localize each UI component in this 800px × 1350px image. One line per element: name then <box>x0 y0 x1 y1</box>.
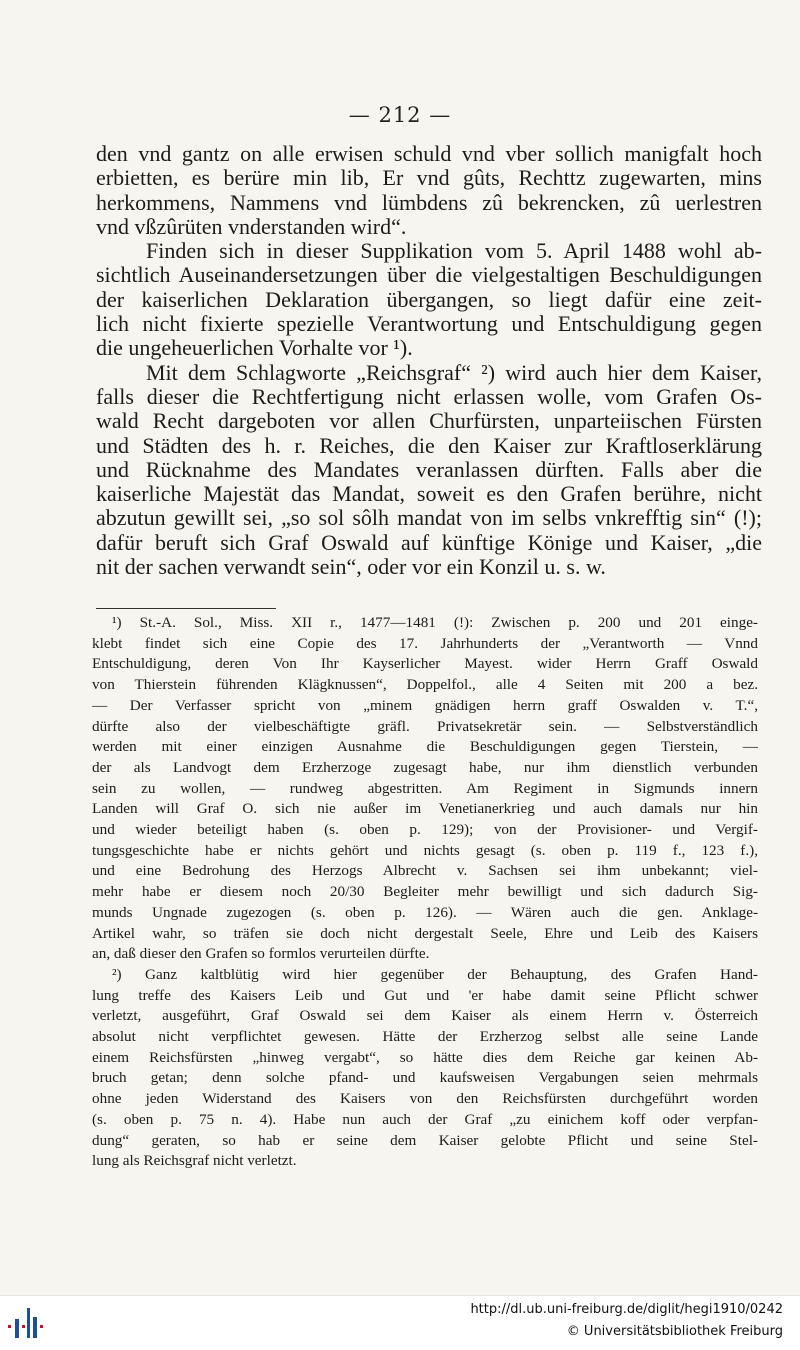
footnote-line: ²) Ganz kaltblütig wird hier gegenüber der Behauptung, des Grafen Hand- <box>112 965 758 983</box>
footnote-line: — Der Verfasser spricht von „minem gnädigen herrn graff Oswalden v. T.“, <box>92 696 758 714</box>
text-line: und Rücknahme des Mandates veranlassen dürften. Falls aber die <box>96 456 762 482</box>
footnote-line: und eine Bedrohung des Herzogs Albrecht v. Sachsen sei ihm unbekannt; viel- <box>92 862 758 880</box>
main-text <box>96 142 762 579</box>
footnote-line: sein zu wollen, — rundweg abgestritten. Am Regiment in Sigmunds innern <box>92 779 758 797</box>
text-line: kaiserliche Majestät das Mandat, soweit es den Grafen berühre, nicht <box>96 481 762 507</box>
footnote-line: absolut nicht verpflichtet gewesen. Hätte der Erzherzog selbst alle seine Lande <box>92 1028 758 1046</box>
footnote-line: klebt findet sich eine Copie des 17. Jahrhunderts der „Verantworth — Vnnd <box>92 634 758 652</box>
footnote-line: an, daß dieser den Grafen so formlos verurteilen dürfte. <box>92 945 430 963</box>
text-line: dafür beruft sich Graf Oswald auf künftige Könige und Kaiser, „die <box>96 529 762 555</box>
copyright-notice: © Universitätsbibliothek Freiburg <box>566 1324 783 1339</box>
text-line: den vnd gantz on alle erwisen schuld vnd vber sollich manigfalt hoch <box>96 141 762 166</box>
footnote-line: mehr habe er diesem noch 20/30 Begleiter mehr bewilligt und sich dadurch Sig- <box>92 883 758 901</box>
footnote-line: der als Landvogt dem Erzherzoge zugesagt habe, nur ihm dienstlich verbunden <box>92 758 758 776</box>
text-line: erbietten, es berüre min lib, Er vnd gûts, Rechttz zugewarten, mins <box>96 165 762 191</box>
page-number: — 212 — <box>348 103 452 127</box>
footnote-line: munds Ungnade zugezogen (s. oben p. 126). — Wären auch die gen. Anklage- <box>92 903 758 921</box>
footnote-line: lung als Reichsgraf nicht verletzt. <box>92 1152 297 1170</box>
text-line: Finden sich in dieser Supplikation vom 5. April 1488 wohl ab- <box>146 238 762 264</box>
ub-freiburg-logo-icon <box>8 1306 44 1340</box>
footnotes <box>92 613 758 1172</box>
footnote-line: einem Reichsfürsten „hinweg vergabt“, so hätte dies dem Reiche gar keinen Ab- <box>92 1048 758 1066</box>
text-line: die ungeheuerlichen Vorhalte vor ¹). <box>96 335 413 361</box>
text-line: wald Recht dargeboten vor allen Churfürsten, unparteiischen Fürsten <box>96 408 762 434</box>
footnote-line: von Thierstein führenden Klägknussen“, Doppelfol., alle 4 Seiten mit 200 a bez. <box>92 676 758 694</box>
text-line: falls dieser die Rechtfertigung nicht erlassen wolle, vom Grafen Os- <box>96 383 762 409</box>
text-line: Mit dem Schlagworte „Reichsgraf“ ²) wird auch hier dem Kaiser, <box>146 359 762 385</box>
footnote-line: ohne jeden Widerstand des Kaisers von den Reichsfürsten durchgeführt worden <box>92 1090 758 1108</box>
paragraph-2 <box>96 239 762 360</box>
permalink-url[interactable]: http://dl.ub.uni-freiburg.de/diglit/hegi1910/0242 <box>470 1302 783 1317</box>
footnote-line: dürfte also der vielbeschäftigte gräfl. Privatsekretär sein. — Selbstverständlich <box>92 717 758 735</box>
viewer-footer <box>0 1295 800 1350</box>
footnote-line: tungsgeschichte habe er nichts gehört und nichts gesagt (s. oben p. 119 f., 123 f.), <box>92 841 758 859</box>
footnote-line: Landen will Graf O. sich nie außer im Venetianerkrieg und auch damals nur hin <box>92 800 758 818</box>
text-line: vnd vßzûrüten vnderstanden wird“. <box>96 213 407 239</box>
text-line: nit der sachen verwandt sein“, oder vor ein Konzil u. s. w. <box>96 554 606 580</box>
footnote-line: lung treffe des Kaisers Leib und Gut und 'er habe damit seine Pflicht schwer <box>92 986 758 1004</box>
footnote-line: ¹) St.-A. Sol., Miss. XII r., 1477—1481 (!): Zwischen p. 200 und 201 einge- <box>112 614 758 631</box>
footnote-line: (s. oben p. 75 n. 4). Habe nun auch der Graf „zu einichem koff oder verpfan- <box>92 1110 758 1128</box>
footnote-line: Artikel wahr, so träfen sie doch nicht dergestalt Seele, Ehre und Leib des Kaisers <box>92 924 758 942</box>
footnote-line: Entschuldigung, deren Von Ihr Kayserlicher Mayest. wider Herrn Graff Oswald <box>92 655 758 673</box>
footnote-line: dung“ geraten, so hab er seine dem Kaiser gelobte Pflicht und seine Stel- <box>92 1131 758 1149</box>
text-line: sichtlich Auseinandersetzungen über die vielgestaltigen Beschuldigungen <box>96 262 762 288</box>
text-line: herkommens, Nammens vnd lümbdens zû bekrencken, zû uerlestren <box>96 189 762 215</box>
text-line: der kaiserlichen Deklaration übergangen, so liegt dafür eine zeit- <box>96 286 762 312</box>
footnote-line: und wieder beteiligt haben (s. oben p. 129); von der Provisioner- und Vergif- <box>92 821 758 839</box>
footnote-line: verletzt, ausgeführt, Graf Oswald sei dem Kaiser als einem Herrn v. Österreich <box>92 1007 758 1025</box>
footnote-line: werden mit einer einzigen Ausnahme die Beschuldigungen gegen Tierstein, — <box>92 738 758 756</box>
text-line: abzutun gewillt sei, „so sol sôlh mandat von im selbs vnkrefftig sin“ (!); <box>96 505 762 531</box>
text-line: und Städten des h. r. Reiches, die den Kaiser zur Kraftloserklärung <box>96 432 762 458</box>
paragraph-1 <box>96 142 762 239</box>
text-line: lich nicht fixierte spezielle Verantwortung und Entschuldigung gegen <box>96 311 762 337</box>
footnote-1 <box>92 613 758 965</box>
paragraph-3 <box>96 361 762 580</box>
footnote-line: bruch getan; denn solche pfand- und kaufsweisen Vergabungen seien mehrmals <box>92 1069 758 1087</box>
footnote-divider <box>96 608 276 609</box>
footnote-2 <box>92 965 758 1172</box>
